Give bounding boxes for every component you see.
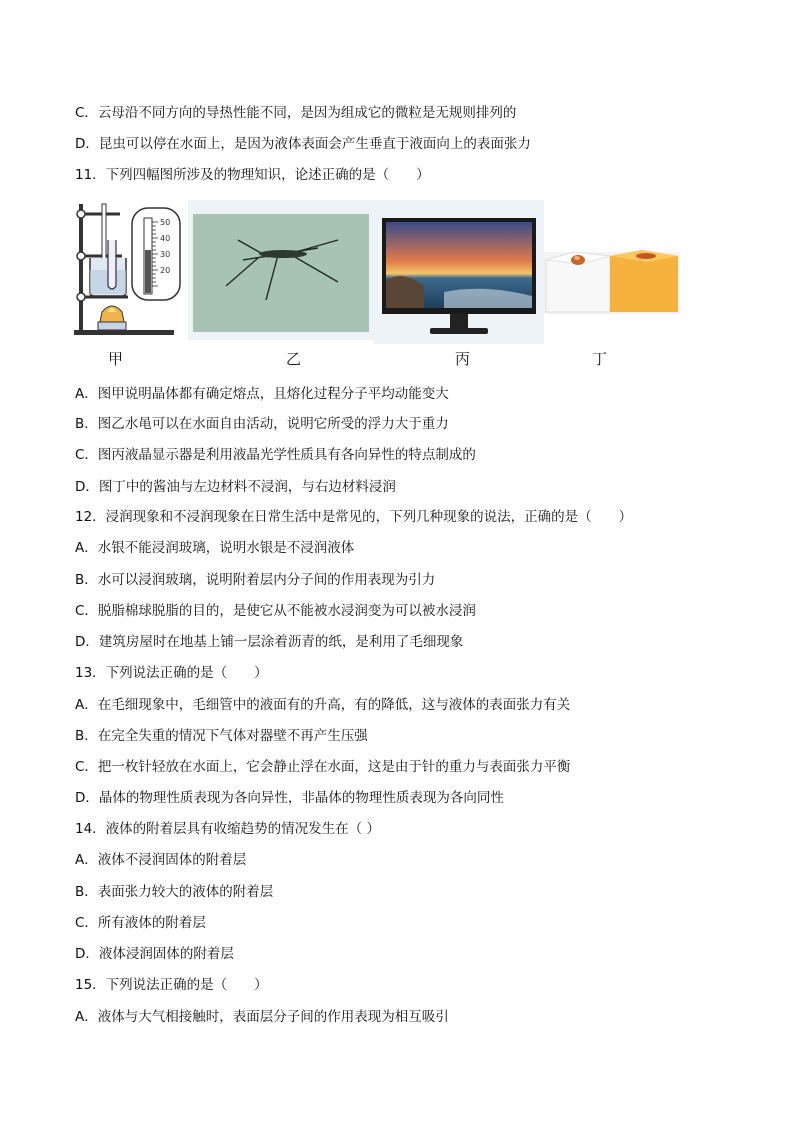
option-a-q13: A．在毛细现象中，毛细管中的液面有的升高，有的降低，这与液体的表面张力有关 — [75, 697, 571, 713]
option-a-q15: A．液体与大气相接触时，表面层分子间的作用表现为相互吸引 — [75, 1009, 449, 1025]
figure-bing — [374, 200, 544, 344]
option-a-q14: A．液体不浸润固体的附着层 — [75, 852, 247, 868]
question-12: 12．浸润现象和不浸润现象在日常生活中是常见的，下列几种现象的说法，正确的是（ ） — [75, 509, 633, 525]
figure-ding — [544, 200, 680, 372]
option-c-q12: C．脱脂棉球脱脂的目的，是使它从不能被水浸润变为可以被水浸润 — [75, 603, 476, 619]
tick-label: 50 — [160, 218, 171, 227]
option-a-q12: A．水银不能浸润玻璃，说明水银是不浸润液体 — [75, 540, 355, 556]
question-11: 11．下列四幅图所涉及的物理知识，论述正确的是（ ） — [75, 167, 430, 183]
option-d-q11: D．图丁中的酱油与左边材料不浸润，与右边材料浸润 — [75, 479, 396, 495]
label-bing: 丙 — [455, 350, 471, 368]
figure-row-q11 — [72, 200, 682, 372]
option-c-q14: C．所有液体的附着层 — [75, 915, 206, 931]
option-d-q10: D．昆虫可以停在水面上，是因为液体表面会产生垂直于液面向上的表面张力 — [75, 136, 531, 152]
tick-label: 20 — [160, 266, 171, 275]
figure-yi — [188, 200, 374, 340]
option-a-q11: A．图甲说明晶体都有确定熔点，且熔化过程分子平均动能变大 — [75, 386, 449, 402]
question-14: 14．液体的附着层具有收缩趋势的情况发生在（ ） — [75, 821, 380, 837]
option-c-q13: C．把一枚针轻放在水面上，它会静止浮在水面，这是由于针的重力与表面张力平衡 — [75, 759, 571, 775]
option-b-q13: B．在完全失重的情况下气体对器壁不再产生压强 — [75, 728, 368, 744]
label-jia: 甲 — [108, 350, 124, 368]
tick-label: 40 — [160, 234, 171, 243]
option-b-q14: B．表面张力较大的液体的附着层 — [75, 884, 274, 900]
tick-label: 30 — [160, 250, 171, 259]
option-b-q12: B．水可以浸润玻璃，说明附着层内分子间的作用表现为引力 — [75, 572, 436, 588]
option-d-q13: D．晶体的物理性质表现为各向异性，非晶体的物理性质表现为各向同性 — [75, 790, 504, 806]
question-13: 13．下列说法正确的是（ ） — [75, 665, 268, 681]
label-ding: 丁 — [592, 350, 608, 368]
option-d-q14: D．液体浸润固体的附着层 — [75, 946, 234, 962]
option-c-q11: C．图丙液晶显示器是利用液晶光学性质具有各向异性的特点制成的 — [75, 447, 476, 463]
option-d-q12: D．建筑房屋时在地基上铺一层涂着沥青的纸，是利用了毛细现象 — [75, 634, 464, 650]
label-yi: 乙 — [286, 350, 302, 368]
option-b-q11: B．图乙水黾可以在水面自由活动，说明它所受的浮力大于重力 — [75, 416, 449, 432]
option-c-q10: C．云母沿不同方向的导热性能不同，是因为组成它的微粒是无规则排列的 — [75, 105, 517, 121]
figure-jia — [72, 200, 187, 342]
question-15: 15．下列说法正确的是（ ） — [75, 977, 268, 993]
